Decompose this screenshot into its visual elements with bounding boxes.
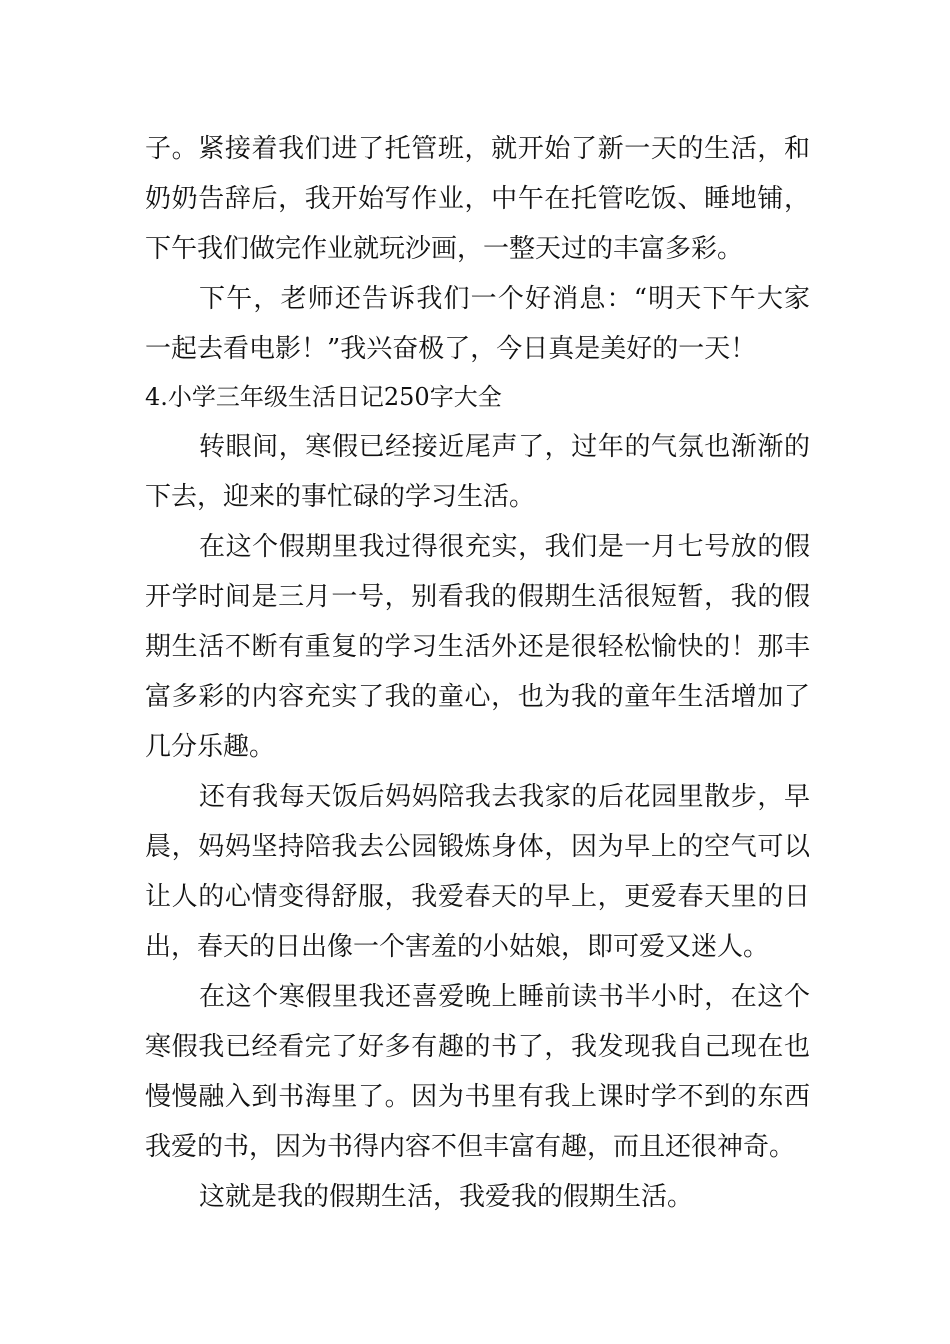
text-line: 一起去看电影！”我兴奋极了，今日真是美好的一天！ <box>145 334 757 364</box>
text-line: 下午，老师还告诉我们一个好消息：“明天下午大家 <box>199 284 810 314</box>
text-line: 这就是我的假期生活，我爱我的假期生活。 <box>199 1182 694 1212</box>
text-line: 晨，妈妈坚持陪我去公园锻炼身体，因为早上的空气可以 <box>145 832 810 862</box>
text-line: 子。紧接着我们进了托管班，就开始了新一天的生活，和 <box>145 134 810 164</box>
text-line: 慢慢融入到书海里了。因为书里有我上课时学不到的东西 <box>145 1082 810 1112</box>
text-line: 让人的心情变得舒服，我爱春天的早上，更爱春天里的日 <box>145 882 810 912</box>
text-line: 在这个假期里我过得很充实，我们是一月七号放的假 <box>199 532 810 562</box>
text-line: 寒假我已经看完了好多有趣的书了，我发现我自己现在也 <box>145 1032 810 1062</box>
text-line: 富多彩的内容充实了我的童心，也为我的童年生活增加了 <box>145 682 810 712</box>
text-line: 还有我每天饭后妈妈陪我去我家的后花园里散步，早 <box>199 782 810 812</box>
text-line: 下去，迎来的事忙碌的学习生活。 <box>145 482 536 512</box>
text-line: 出，春天的日出像一个害羞的小姑娘，即可爱又迷人。 <box>145 932 770 962</box>
text-line: 下午我们做完作业就玩沙画，一整天过的丰富多彩。 <box>145 234 744 264</box>
text-line: 期生活不断有重复的学习生活外还是很轻松愉快的！那丰 <box>145 632 810 662</box>
text-line: 在这个寒假里我还喜爱晚上睡前读书半小时，在这个 <box>199 982 810 1012</box>
text-line: 几分乐趣。 <box>145 732 276 762</box>
section-heading: 4.小学三年级生活日记250字大全 <box>145 383 502 411</box>
text-line: 奶奶告辞后，我开始写作业，中午在托管吃饭、睡地铺， <box>145 184 810 214</box>
text-line: 转眼间，寒假已经接近尾声了，过年的气氛也渐渐的 <box>199 432 810 462</box>
text-line: 开学时间是三月一号，别看我的假期生活很短暂，我的假 <box>145 582 810 612</box>
text-line: 我爱的书，因为书得内容不但丰富有趣，而且还很神奇。 <box>145 1132 796 1162</box>
